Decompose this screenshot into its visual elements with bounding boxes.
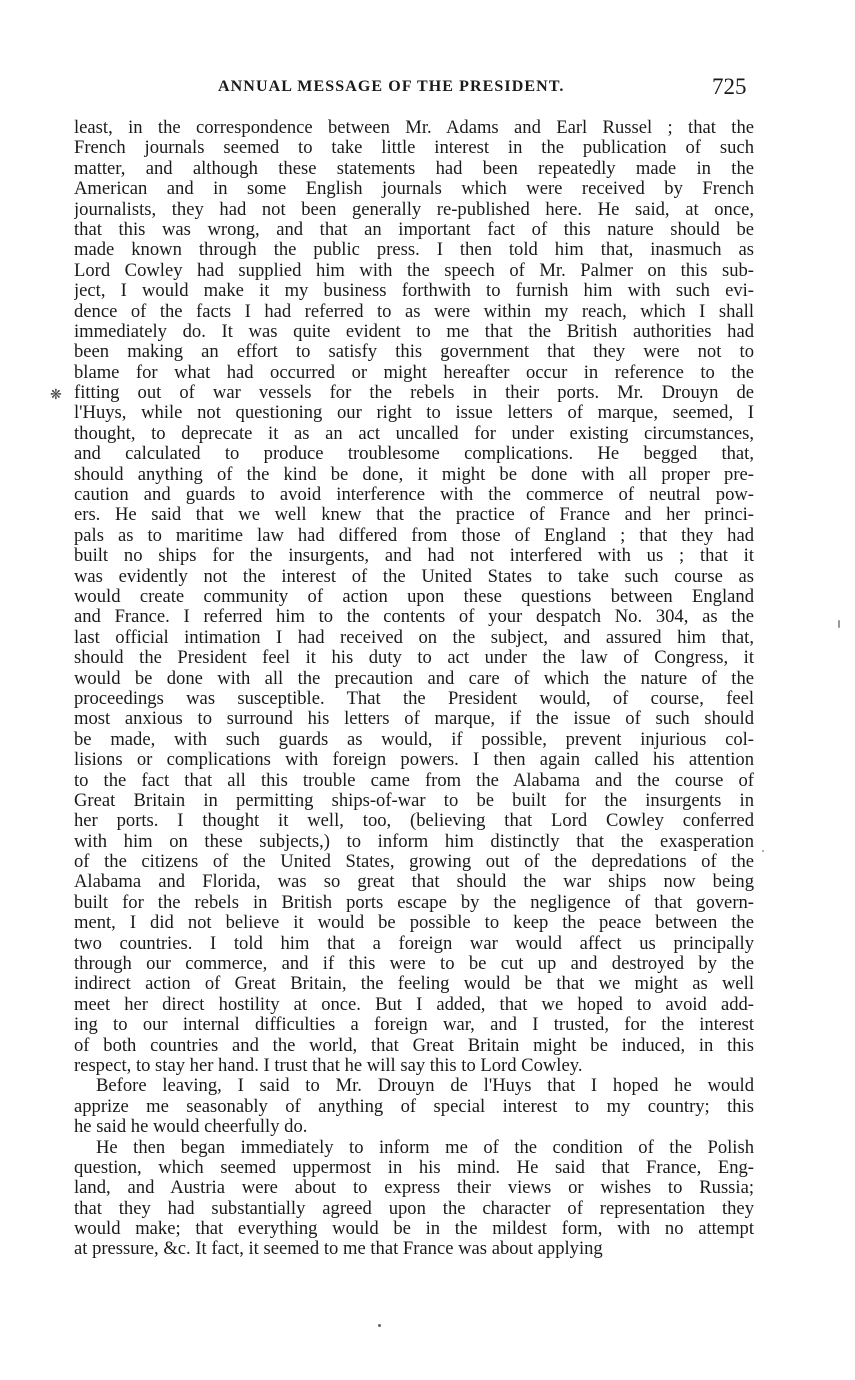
text-line: Lord Cowley had supplied him with the speech of Mr. Palmer on this sub- — [74, 260, 754, 281]
text-line: of the citizens of the United States, growing out of the depredations of the — [74, 852, 754, 873]
text-line: Great Britain in permitting ships-of-war to be built for the insurgents in — [74, 790, 754, 811]
text-line: American and in some English journals which were received by French — [74, 179, 754, 200]
text-line: through our commerce, and if this were to be cut up and destroyed by the — [74, 954, 754, 975]
text-line: dence of the facts I had referred to as were within my reach, which I shall — [74, 301, 754, 322]
text-line: that this was wrong, and that an important fact of this nature should be — [74, 219, 754, 240]
text-line: proceedings was susceptible. That the President would, of course, feel — [74, 688, 754, 709]
text-line: journalists, they had not been generally re-published here. He said, at once, — [74, 199, 754, 220]
text-line: indirect action of Great Britain, the feeling would be that we might as well — [74, 974, 754, 995]
text-line: l'Huys, while not questioning our right to issue letters of marque, seemed, I — [74, 403, 754, 424]
text-line: ject, I would make it my business forthwith to furnish him with such evi- — [74, 281, 754, 302]
text-line: be made, with such guards as would, if possible, prevent injurious col- — [74, 729, 754, 750]
ink-speck — [378, 1324, 381, 1327]
text-line: would create community of action upon these questions between England — [74, 586, 754, 607]
text-line: land, and Austria were about to express their views or wishes to Russia; — [74, 1178, 754, 1199]
page-number: 725 — [712, 74, 747, 99]
text-line: with him on these subjects,) to inform him distinctly that the exasperation — [74, 831, 754, 852]
text-line: made known through the public press. I then told him that, inasmuch as — [74, 240, 754, 261]
running-title: ANNUAL MESSAGE OF THE PRESIDENT. — [218, 78, 565, 95]
text-line: Alabama and Florida, was so great that should the war ships now being — [74, 872, 754, 893]
text-line: at pressure, &c. It fact, it seemed to me that France was about applying — [74, 1239, 603, 1260]
text-line: respect, to stay her hand. I trust that he will say this to Lord Cowley. — [74, 1055, 583, 1076]
running-header — [0, 74, 855, 104]
text-line: lisions or complications with foreign powers. I then again called his attention — [74, 750, 754, 771]
text-line: matter, and although these statements had been repeatedly made in the — [74, 158, 754, 179]
paragraph — [74, 118, 754, 1076]
text-line: caution and guards to avoid interference with the commerce of neutral pow- — [74, 485, 754, 506]
paragraph — [74, 1138, 754, 1260]
text-line: ment, I did not believe it would be possible to keep the peace between the — [74, 913, 754, 934]
ink-speck — [838, 620, 840, 628]
text-line: He then began immediately to inform me of the condition of the Polish — [96, 1137, 754, 1158]
text-line: immediately do. It was quite evident to me that the British authorities had — [74, 321, 754, 342]
text-line: ing to our internal difficulties a foreign war, and I trusted, for the interest — [74, 1015, 754, 1036]
text-line: built for the rebels in British ports escape by the negligence of that govern- — [74, 892, 754, 913]
text-line: to the fact that all this trouble came from the Alabama and the course of — [74, 770, 754, 791]
text-line: would make; that everything would be in the mildest form, with no attempt — [74, 1219, 754, 1240]
text-line: he said he would cheerfully do. — [74, 1117, 308, 1138]
text-line: apprize me seasonably of anything of special interest to my country; this — [74, 1096, 754, 1117]
text-line: built no ships for the insurgents, and had not interfered with us ; that it — [74, 546, 754, 567]
text-line: question, which seemed uppermost in his mind. He said that France, Eng- — [74, 1157, 754, 1178]
text-line: thought, to deprecate it as an act uncalled for under existing circumstances, — [74, 423, 754, 444]
margin-ink-mark-icon: ❋ — [50, 388, 62, 403]
text-line: her ports. I thought it well, too, (believing that Lord Cowley conferred — [74, 811, 754, 832]
paragraph — [74, 1076, 754, 1137]
text-line: should anything of the kind be done, it might be done with all proper pre- — [74, 464, 754, 485]
text-line: pals as to maritime law had differed from those of England ; that they had — [74, 525, 754, 546]
text-line: would be done with all the precaution and care of which the nature of the — [74, 668, 754, 689]
text-line: fitting out of war vessels for the rebels in their ports. Mr. Drouyn de — [74, 383, 754, 404]
text-line: and calculated to produce troublesome complications. He begged that, — [74, 444, 754, 465]
text-line: should the President feel it his duty to act under the law of Congress, it — [74, 648, 754, 669]
text-line: ers. He said that we well knew that the practice of France and her princi- — [74, 505, 754, 526]
text-line: blame for what had occurred or might hereafter occur in reference to the — [74, 362, 754, 383]
text-line: French journals seemed to take little interest in the publication of such — [74, 138, 754, 159]
ink-speck — [762, 850, 764, 852]
body-text — [74, 118, 754, 1260]
text-line: last official intimation I had received on the subject, and assured him that, — [74, 627, 754, 648]
text-line: Before leaving, I said to Mr. Drouyn de l'Huys that I hoped he would — [96, 1076, 754, 1097]
text-line: least, in the correspondence between Mr. Adams and Earl Russel ; that the — [74, 118, 754, 138]
text-line: of both countries and the world, that Great Britain might be induced, in this — [74, 1035, 754, 1056]
text-line: that they had substantially agreed upon the character of representation they — [74, 1198, 754, 1219]
text-line: meet her direct hostility at once. But I added, that we hoped to avoid add- — [74, 994, 754, 1015]
text-line: most anxious to surround his letters of marque, if the issue of such should — [74, 709, 754, 730]
text-line: was evidently not the interest of the United States to take such course as — [74, 566, 754, 587]
text-line: and France. I referred him to the contents of your despatch No. 304, as the — [74, 607, 754, 628]
text-line: been making an effort to satisfy this government that they were not to — [74, 342, 754, 363]
text-line: two countries. I told him that a foreign war would affect us principally — [74, 933, 754, 954]
